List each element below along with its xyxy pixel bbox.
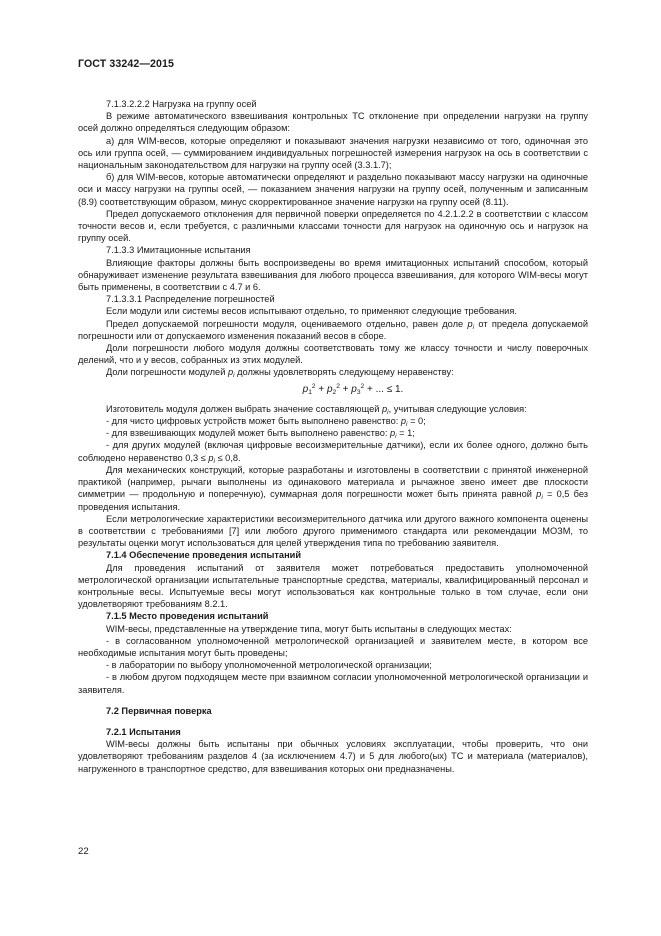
paragraph: WIM-весы, представленные на утверждение типа, могут быть испытаны в следующих местах: — [106, 623, 512, 634]
section-heading: 7.1.4 Обеспечение проведения испытаний — [106, 550, 302, 561]
section-heading: 7.1.3.2.2.2 Нагрузка на группу осей — [106, 99, 257, 109]
paragraph: - для чисто цифровых устройств может быть выполнено равенство: $p_i = 0$; — [106, 416, 426, 429]
section-heading: 7.1.3.3.1 Распределение погрешностей — [106, 294, 275, 305]
paragraph: Изготовитель модуля должен выбрать значение составляющей $p_i$, учитывая следующие условия: — [106, 403, 527, 416]
paragraph: Если метрологические характеристики весоизмерительного датчика или другого важного компонента оценены в соответствии с требованиями [7] или любого другого применимого стандарта или рекомендации МОЗМ, то результаты оценки могут использоваться для целей утверждения типа по требованию заявителя. — [78, 513, 588, 549]
paragraph: Предел допускаемого отклонения для первичной поверки определяется по 4.2.1.2.2 в соответствии с классом точности весов и, если требуется, с различными классами точности для нагрузок на одиночную ось и нагрузок на группу осей. — [78, 208, 588, 244]
paragraph: В режиме автоматического взвешивания контрольных ТС отклонение при определении нагрузки на группу осей должно определяться следующим образом: — [78, 111, 588, 134]
page-number: 22 — [78, 846, 89, 857]
paragraph: - для других модулей (включая цифровые весоизмерительные датчики), если их более одного, должно быть соблюдено неравенство $0,3 \le p_i \le 0,8$. — [78, 440, 588, 465]
paragraph: - в любом другом подходящем месте при взаимном согласии уполномоченной метрологической организации и заявителя. — [78, 672, 588, 695]
paragraph: Доли погрешности модулей $p_i$ должны удовлетворять следующему неравенству: — [106, 367, 454, 380]
paragraph: - для взвешивающих модулей может быть выполнено равенство: $p_i = 1$; — [106, 428, 415, 441]
document-code-header: ГОСТ 33242—2015 — [78, 58, 175, 70]
paragraph: - в лаборатории по выбору уполномоченной метрологической организации; — [106, 660, 432, 671]
paragraph: Для механических конструкций, которые разработаны и изготовлены в соответствии с принятой инженерной практикой (например, рычаги выполнены из одинакового материала и рычажное звено имеет две плоскости симметрии — продольную и поперечную), суммарная доля погрешности может быть принята равной $p_i = 0,5$ без проведения испытания. — [78, 464, 588, 512]
inequality-formula: $p_1^2 + p_2^2 + p_3^2$ + ... ≤ 1. — [302, 382, 404, 396]
paragraph: Если модули или системы весов испытывают отдельно, то применяют следующие требования. — [106, 306, 517, 317]
section-heading: 7.2 Первичная поверка — [106, 705, 212, 716]
paragraph: Влияющие факторы должны быть воспроизведены во время имитационных испытаний способом, который обнаруживает изменение результата взвешивания для любого процесса взвешивания, для которого WIM-весы могут быть применены, в соответствии с 4.7 и 6. — [78, 257, 588, 293]
section-heading: 7.2.1 Испытания — [106, 726, 181, 737]
paragraph: WIM-весы должны быть испытаны при обычных условиях эксплуатации, чтобы проверить, что они удовлетворяют требованиям разделов 4 (за исключением 4.7) и 5 для любого(ых) ТС и материала (материалов), нагруженного в транспортное средство, для взвешивания которых они предназначены. — [78, 739, 588, 774]
paragraph: б) для WIM-весов, которые автоматически определяют и раздельно показывают массу нагрузки на одиночные оси и массу нагрузки на группы осей, — показанием значения нагрузки на группу осей, полученным и записанным (8.9) соответствующим образом, минус скорректированное значение нагрузки на группу осей (8.11). — [78, 172, 588, 207]
paragraph: Для проведения испытаний от заявителя может потребоваться предоставить уполномоченной метрологической организации испытательные транспортные средства, материалы, квалифицированный персонал и контрольные весы. Испытуемые весы могут использоваться как контрольные только в том случае, если они удовлетворяют требованиям 8.2.1. — [78, 562, 588, 610]
section-heading: 7.1.3.3 Имитационные испытания — [106, 245, 251, 256]
paragraph: Доли погрешности любого модуля должны соответствовать тому же классу точности и числу поверочных делений, что и у весов, собранных из этих модулей. — [78, 343, 588, 366]
paragraph: - в согласованном уполномоченной метрологической организацией и заявителем месте, в котором все необходимые испытания могут быть проведены; — [78, 635, 588, 658]
paragraph: а) для WIM-весов, которые определяют и показывают значения нагрузки независимо от того, одиночная это ось или группа осей, — суммированием индивидуальных погрешностей измерения нагрузок на ось в соответствии с национальным законодательством для нагрузки на группу осей (3.3.1.7); — [78, 135, 588, 171]
page-body — [78, 98, 588, 775]
paragraph: Предел допускаемой погрешности модуля, оцениваемого отдельно, равен доле $p_i$ от предела допускаемой погрешности или от допускаемого изменения показаний весов в сборе. — [78, 318, 588, 341]
section-heading: 7.1.5 Место проведения испытаний — [106, 611, 269, 622]
